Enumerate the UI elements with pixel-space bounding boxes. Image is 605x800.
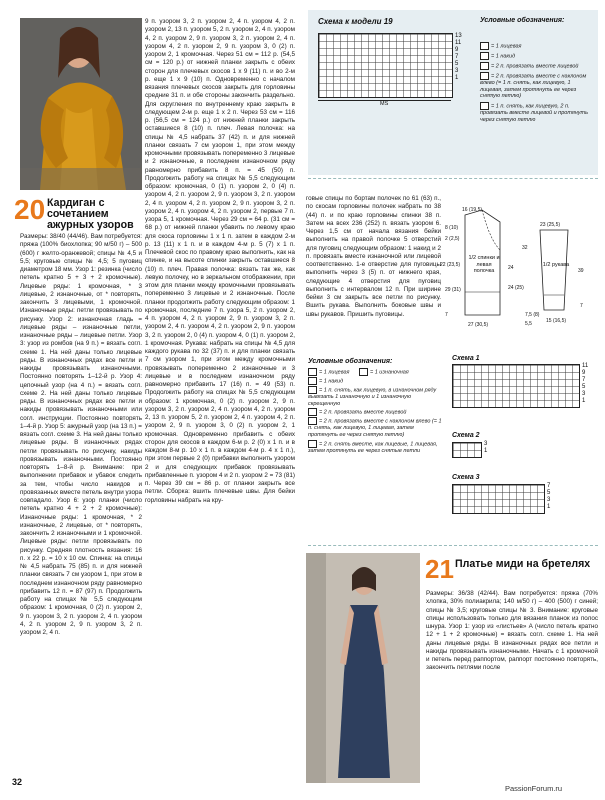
legend-item: = 1 лицевая [491,43,522,50]
divider [308,178,598,181]
ms-label: MS [380,101,389,107]
legend-item: = 1 изнаночная [369,369,409,376]
row-number: 5 [455,61,459,67]
dim-label: 7 [445,312,448,318]
dim-label: 24 (25) [508,285,524,291]
legend-item: = 1 лицевая [319,369,350,376]
dim-label: 22 (23,5) [440,262,461,268]
dim-label: 2 (2,5) [445,236,460,242]
dim-label: 23 (25,5) [540,222,561,228]
row-number: 11 [582,363,589,369]
dim-label: 7 [580,303,583,309]
model-number: 20 [14,194,46,225]
scheme-3-row-numbers [547,483,550,511]
row-number: 1 [582,398,586,404]
dim-label: 7,5 (8) [525,312,540,318]
model-20-photo [20,18,142,190]
instructions-column-1 [20,233,142,753]
row-number: 3 [582,391,586,397]
row-number: 11 [455,40,462,46]
scheme-1-title: Схема 1 [452,355,480,362]
dim-label: 24 [508,265,514,271]
legend-item: = 2 п. снять вместе, как лицевые, 1 лицевая, затем протянуть ее через снятые петли [308,441,438,454]
row-number: 3 [547,497,551,503]
row-number: 9 [455,47,459,53]
instructions-text: Размеры: 38/40 (44/46). Вам потребуется: пряжа (100% биохлопка; 90 м/50 г) – 500 (600) г желто-оранжевой; спицы № 4,5 и 5,5; круговые спицы № 4,5; 5 пуговиц диаметром 18 мм. Узор 1: резинка (число петель кратно 5 + 3 + 2 кромочные). Лицевые ряды: 1 кромочная, * 3 лицевые, 2 изнаночные, от * повторять, закончить 3 лицевыми, 1 кромочной. Изнаночные ряды: петли провязывать по рисунку. Узор 2: изнаночная гладь = лицевые ряды – изнаночные петли, изнаночные ряды – лицевые петли. Узор 3: узор из ромбов (на 9 п.) = вязать согл. схеме 1. На ней даны только лицевые ряды. В изнаночных рядах все петли и накиды провязывать изнаночными. Постоянно повторять 1–12-й р. Узор 4: цепочный узор (на 4 п.) = вязать согл. схеме 2. На ней даны только лицевые ряды. В изнаночных рядах все петли и накиды провязывать изнаночными или согл. инструкции. Постоянно повторять 1–4-й р. Узор 5: ажурный узор (на 13 п.) = вязать согл. схеме 3. На ней даны только лицевые ряды. В изнаночных рядах петли провязывать по рисунку, накиды провязывать изнаночными. Постоянно повторять 1–8-й р. Внимание: при выполнении прибавок и убавок следить за тем, чтобы число накидов и провязанных вместе петель внутри узора совпадало. Узор 6: узор планки (число петель кратно 4 + 2 + 2 кромочные): Изнаночные ряды: 1 кромочная, * 2 изнаночные, 2 лицевые, от * повторять, закончить 2 изнаночными и 1 кромочной. Лицевые ряды: петли провязывать по рисунку. Средняя плотность вязания: 16 п. x 22 р. = 10 x 10 см. Спинка: на спицы № 4,5 набрать 75 (85) п. и для нижней планки связать 7 см узором 1, при этом в последнем изнаночном ряду равномерно прибавить 12 п. = 87 (97) п. Продолжить работу на спицах № 5,5 следующим образом: 1 кромочная, 0 (2) п. узором 2, 9 п. узором 3, 2 п. узором 2, 4 п. узором 4, 2 п. узором 2, 9 п. узором 3, 2 п. узором 2, 4 п. [20,233,142,636]
slip-stitch-symbol-icon [308,386,317,394]
model-21-instructions [426,590,598,782]
legend-item: = 1 накид [491,53,516,60]
watermark: PassionForum.ru [505,784,563,793]
instructions-column-3 [306,195,441,345]
model-title: Кардиган с сочетанием ажурных узоров [47,197,134,232]
row-number: 7 [547,483,551,489]
scheme-19-legend [480,42,592,123]
row-number: 5 [582,384,586,390]
scheme-3-title: Схема 3 [452,474,480,481]
scheme-19-grid [318,33,453,98]
model-title: Платье миди на бретелях [455,558,591,570]
sleeve-label: 1/2 рукава [542,262,570,268]
knit-symbol-icon [308,368,317,376]
scheme-1-grid [452,364,580,408]
pattern-legend [308,368,443,454]
legend-item: = 1 накид [319,378,344,385]
legend-item: = 2 п. провязать вместе с наклоном влево (= 1 п. снять, как лицевую, 1 лицевая, затем протянуть ее через снятую петлю) [480,73,587,100]
knit-symbol-icon [480,42,489,50]
dim-label: 5,5 [525,321,532,327]
k2tog-symbol-icon [480,62,489,70]
ssk-symbol-icon [308,417,317,425]
divider [308,545,598,546]
instructions-column-2 [145,18,295,783]
instructions-text: Размеры: 36/38 (42/44). Вам потребуется: пряжа (70% хлопка, 30% полиакрила; 140 м/50 г) – 400 (500) г синей; спицы № 3,5; круговые спицы № 3. Внимание: круговые спицы использовать только для вязания планок из полос шнура. Узор 1: узор из «листьев» A (число петель кратно 12 + 1 + 2 кромочные) = вязать согл. схеме 1. На ней даны лицевые ряды. В изнаночных рядах все петли и накиды провязывать изнаночными. Начать с 1 кромочной и петель перед раппортом, раппорт постоянно повторять, закончить петлями после [426,590,598,672]
back-label: 1/2 спинки и левая полочка [468,255,500,274]
yarn-over-symbol-icon [480,52,489,60]
k2tog-symbol-icon [308,408,317,416]
row-number: 9 [582,370,586,376]
scheme-19-row-numbers [455,33,469,82]
legend-item: = 1 п. снять, как лицевую, 2 п. провязать вместе лицевой и протянуть через снятую петлю [480,103,589,123]
row-number: 5 [547,490,551,496]
legend-item: = 1 п. снять, как лицевую, в изнаночном ряду вывязать 1 изнаночную и 1 изнаночную скрещенную [308,387,437,407]
scheme-1-row-numbers [582,363,588,405]
model-21-photo [306,553,420,783]
row-number: 7 [582,377,586,383]
dim-label: 16 (19,5) [462,207,483,213]
page-number: 32 [12,777,23,787]
purl-symbol-icon [359,368,368,376]
legend-title: Условные обозначения: [308,358,393,365]
scheme-19-legend-title: Условные обозначения: [480,17,565,24]
scheme-2-title: Схема 2 [452,432,480,439]
row-number: 1 [455,75,459,81]
row-number: 3 [484,441,488,447]
dim-label: 39 [578,268,584,274]
legend-item: = 2 п. провязать вместе лицевой [491,63,579,70]
legend-item: = 2 п. провязать вместе с наклоном влево (= 1 п. снять, как лицевую, 1 лицевая, затем протянуть ее через снятую петлю) [308,418,442,439]
row-number: 7 [455,54,459,60]
row-number: 1 [484,448,488,454]
row-number: 1 [547,504,551,510]
sk2p-symbol-icon [480,102,489,110]
model-number: 21 [425,554,454,584]
legend-item: = 2 п. провязать вместе лицевой [319,409,407,416]
scheme-2-row-numbers [484,441,487,455]
row-number: 3 [455,68,459,74]
s2kp-symbol-icon [308,440,317,448]
dim-label: 32 [522,245,528,251]
dim-label: 27 (30,5) [468,322,489,328]
dim-label: 29 (31) [445,287,461,293]
dim-label: 15 (16,5) [546,318,567,324]
scheme-19-title: Схема к модели 19 [318,17,393,26]
scheme-3-grid [452,484,545,514]
row-number: 13 [455,33,462,39]
ssk-symbol-icon [480,72,489,80]
scheme-2-grid [452,442,482,458]
instructions-text: 9 п. узором 3, 2 п. узором 2, 4 п. узором 4, 2 п. узором 2, 13 п. узором 5, 2 п. узором 2, 4 п. узором 4, 2 п. узором 2, 9 п. узором 3, 2 п. узором 2, 4 п. узором 4, 2 п. узором 2, 9 п. узором 3, 0 (2) п. узором 2, 1 кромочная. Через 51 см = 112 р. (54,5 см = 120 р.) от нижней планки закрыть с обеих сторон для плечевых скосов 1 x 9 (11) п. и во 2-м р. еще 1 x 9 (10) п. Одновременно с началом вязания плечевых скосов закрыть для горловины средние 31 п. и обе стороны закончить раздельно. Для скругления по внутреннему краю закрыть в следующем 2-м р. еще 1 x 2 п. Через 53 см = 116 р. (56,5 см = 124 р.) от нижней планки закрыть оставшиеся 8 (10) п. плеч. Левая полочка: на спицы № 4,5 набрать 37 (42) п. и для нижней планки связать 7 см узором 1, при этом между кромочными провязывать попеременно 3 лицевые и 2 изнаночные, в последнем изнаночном ряду равномерно прибавить 8 п. = 45 (50) п. Продолжить работу на спицах № 5,5 следующим образом: кромочная, 0 (1) п. узором 2, 0 (4) п. узором 4, 2 п. узором 2, 9 п. узором 3, 2 п. узором 2, 4 п. узором 4, 2 п. узором 2, 9 п. узором 3, 2 п. узором 2, 4 п. узором 4, 2 п. узором 2, первые 7 п. узора 5, 1 кромочная. Через 29 см = 64 р. (31 см = 68 р.) от нижней планки убавить по левому краю для скоса горловины 1 x 1 п. затем в каждом 2-м р. 13 (11) x 1 п. и в каждом 4-м р. 5 (7) x 1 п. Плечевой скос по правому краю выполнить, как на спинке, и на высоте спинки закрыть оставшиеся 8 (10) п. плеч. Правая полочка: вязать так же, как левую полочку, но в зеркальном отображении, при этом для планки между кромочными провязывать попеременно 3 лицевые и 2 изнаночные. После планки продолжить работу следующим образом: 1 кромочная, последние 7 п. узора 5, 2 п. узором 2, 4 п. узором 4, 2 п. узором 2, 9 п. узором 3, 2 п. узором 2, 4 п. узором 4, 2 п. узором 2, 9 п. узором 3, 2 п. узором 2, 0 (4) п. узором 4, 0 (1) п. узором 2, 1 кромочная. Рукава: набрать на спицы № 4,5 для каждого рукава по 32 (37) п. и для планки связать 7 см узором 1, при этом между кромочными провязывать попеременно 2 изнаночные и 3 лицевые и в последнем изнаночном ряду равномерно прибавить 17 (16) п. = 49 (53) п. Продолжить работу на спицах № 5,5 следующим образом: 1 кромочная, 0 (2) п. узором 2, 9 п. узором 3, 2 п. узором 2, 4 п. узором 4, 2 п. узором 2, 13 п. узором 5, 2 п. узором 2, 4 п. узором 4, 2 п. узором 2, 9 п. узором 3, 0 (2) п. узором 2, 1 кромочная. Одновременно прибавить с обеих сторон для скосов в каждом 6-м р. 2 (0) x 1 п. и в каждом 8-м р. 10 x 1 п. в каждом 4-м р. 4 x 1 п.), при этом первые 2 (0) прибавки выполнить узором 2 и для следующих прибавок провязывать прибавленные п. узором 4 и 2 п. узором 2 = 73 (81) п. Через 39 см = 86 р. от планки закрыть все петли. Сборка: вшить плечевые швы. Для бейки горловины набрать на кру- [145,18,295,504]
instructions-text: говые спицы по бортам полочек по 61 (63) п., по скосам горловины полочек набрать по 38 (44) п. и по краю горловины спинки 38 п. Затем на всех 236 (252) п. вязать узором 6. Через 1,5 см от начала вязания бейки выполнить на правой полочке 5 отверстий для пуговиц следующим образом: 1 накид и 2 п. провязать вместе изнаночной или лицевой соответственно. 1-е отверстие для пуговицы выполнить через 3 (5) п. от нижнего края, следующие 4 отверстия для пуговиц выполнить с интервалом 12 п. При ширине бейки 3 см закрыть все петли по рисунку. Вшить рукава. Выполнить боковые швы и швы рукавов. Пришить пуговицы. [306,195,441,318]
dim-label: 8 (10) [445,225,459,231]
yarn-over-symbol-icon [308,377,317,385]
